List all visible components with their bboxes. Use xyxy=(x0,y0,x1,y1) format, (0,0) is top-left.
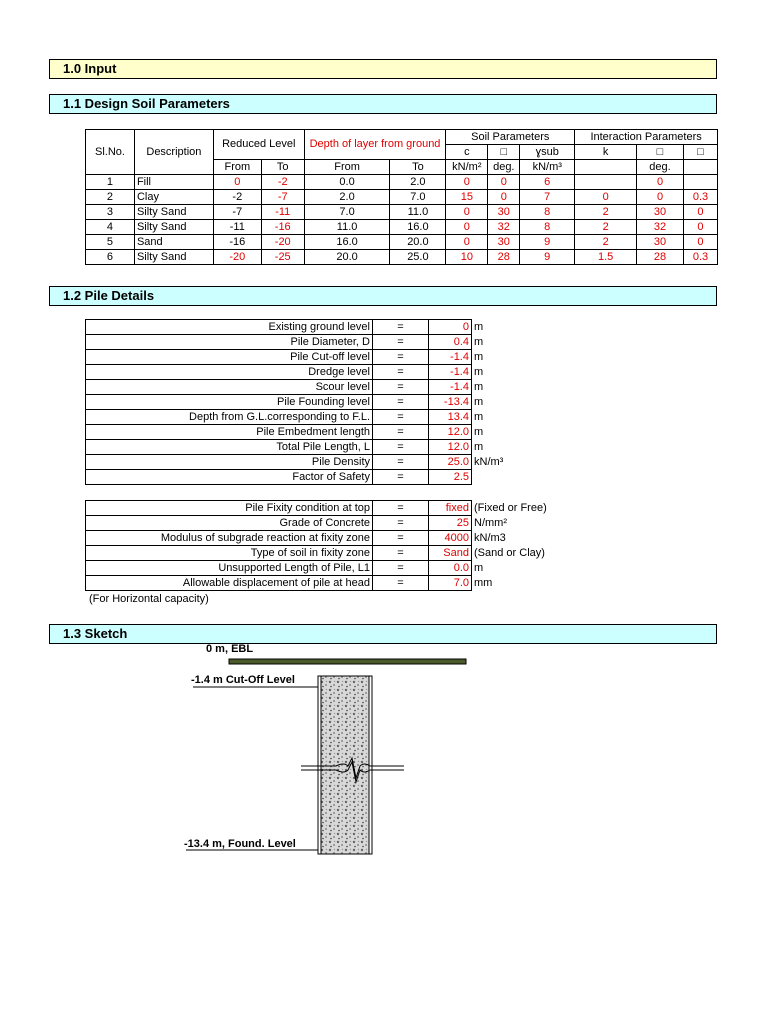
cell-gamma: 6 xyxy=(520,175,575,190)
pile-edge-left xyxy=(318,676,321,854)
cell-mu: 0 xyxy=(683,220,717,235)
pile-detail-value: 25 xyxy=(429,516,472,531)
cell-mu: 0 xyxy=(683,205,717,220)
header-rl-from: From xyxy=(213,160,261,175)
pile-detail-unit: m xyxy=(474,380,484,393)
pile-detail-equals: = xyxy=(373,561,429,576)
cell-phi: 30 xyxy=(488,235,520,250)
pile-detail-unit: m xyxy=(474,440,484,453)
pile-detail-equals: = xyxy=(373,320,429,335)
header-k: k xyxy=(575,145,637,160)
cell-slno: 1 xyxy=(86,175,135,190)
cell-c: 0 xyxy=(446,220,488,235)
pile-detail-label: Type of soil in fixity zone xyxy=(86,546,373,561)
pile-detail-label: Pile Cut-off level xyxy=(86,350,373,365)
pile-detail-label: Pile Diameter, D xyxy=(86,335,373,350)
cell-slno: 2 xyxy=(86,190,135,205)
pile-detail-value: 0.0 xyxy=(429,561,472,576)
cell-gamma: 7 xyxy=(520,190,575,205)
pile-detail-value: -13.4 xyxy=(429,395,472,410)
unit-gamma: kN/m³ xyxy=(520,160,575,175)
cell-mu: 0 xyxy=(683,235,717,250)
cell-depth-to: 7.0 xyxy=(390,190,446,205)
pile-detail-label: Existing ground level xyxy=(86,320,373,335)
cell-description: Silty Sand xyxy=(134,250,213,265)
pile-detail-equals: = xyxy=(373,425,429,440)
pile-detail-value: 0 xyxy=(429,320,472,335)
pile-detail-label: Allowable displacement of pile at head xyxy=(86,576,373,591)
pile-detail-label: Total Pile Length, L xyxy=(86,440,373,455)
header-phi: □ xyxy=(488,145,520,160)
pile-detail-value: -1.4 xyxy=(429,380,472,395)
pile-detail-unit: (Sand or Clay) xyxy=(474,546,545,559)
pile-detail-equals: = xyxy=(373,395,429,410)
header-gamma: ɣsub xyxy=(520,145,575,160)
cell-rl-to: -11 xyxy=(261,205,304,220)
ebl-label: 0 m, EBL xyxy=(206,643,254,655)
cell-phi2: 30 xyxy=(637,205,684,220)
pile-detail-equals: = xyxy=(373,350,429,365)
cell-rl-from: -11 xyxy=(213,220,261,235)
cell-phi2: 32 xyxy=(637,220,684,235)
cell-mu: 0.3 xyxy=(683,190,717,205)
pile-detail-label: Pile Density xyxy=(86,455,373,470)
pile-detail-label: Factor of Safety xyxy=(86,470,373,485)
pile-detail-label: Pile Fixity condition at top xyxy=(86,501,373,516)
pile-detail-value: 12.0 xyxy=(429,425,472,440)
cell-phi: 32 xyxy=(488,220,520,235)
cell-phi: 30 xyxy=(488,205,520,220)
pile-detail-label: Modulus of subgrade reaction at fixity zone xyxy=(86,531,373,546)
cell-description: Sand xyxy=(134,235,213,250)
cell-k: 2 xyxy=(575,205,637,220)
pile-detail-unit: N/mm² xyxy=(474,516,507,529)
pile-detail-equals: = xyxy=(373,380,429,395)
cell-rl-from: -16 xyxy=(213,235,261,250)
header-depth-from: From xyxy=(304,160,390,175)
pile-detail-unit: m xyxy=(474,395,484,408)
pile-detail-equals: = xyxy=(373,501,429,516)
header-description: Description xyxy=(134,130,213,175)
header-depth-to: To xyxy=(390,160,446,175)
pile-detail-unit: m xyxy=(474,410,484,423)
pile-detail-label: Pile Founding level xyxy=(86,395,373,410)
pile-detail-value: -1.4 xyxy=(429,350,472,365)
pile-detail-value: 13.4 xyxy=(429,410,472,425)
cell-slno: 5 xyxy=(86,235,135,250)
pile-detail-label: Unsupported Length of Pile, L1 xyxy=(86,561,373,576)
cell-depth-to: 11.0 xyxy=(390,205,446,220)
unit-c: kN/m² xyxy=(446,160,488,175)
cell-rl-to: -2 xyxy=(261,175,304,190)
header-reduced-level: Reduced Level xyxy=(213,130,304,160)
cell-depth-to: 25.0 xyxy=(390,250,446,265)
header-soil-parameters: Soil Parameters xyxy=(446,130,575,145)
pile-detail-equals: = xyxy=(373,365,429,380)
cell-rl-from: 0 xyxy=(213,175,261,190)
horizontal-capacity-note: (For Horizontal capacity) xyxy=(89,593,209,605)
cell-k: 1.5 xyxy=(575,250,637,265)
pile-detail-value: 12.0 xyxy=(429,440,472,455)
header-depth-layer: Depth of layer from ground xyxy=(304,130,446,160)
cell-phi: 0 xyxy=(488,190,520,205)
cell-rl-from: -7 xyxy=(213,205,261,220)
pile-detail-label: Depth from G.L.corresponding to F.L. xyxy=(86,410,373,425)
cell-rl-from: -2 xyxy=(213,190,261,205)
cell-depth-to: 2.0 xyxy=(390,175,446,190)
pile-detail-label: Pile Embedment length xyxy=(86,425,373,440)
cell-gamma: 8 xyxy=(520,220,575,235)
cell-slno: 4 xyxy=(86,220,135,235)
pile-detail-value: 2.5 xyxy=(429,470,472,485)
cell-k: 2 xyxy=(575,235,637,250)
cell-rl-from: -20 xyxy=(213,250,261,265)
cell-rl-to: -7 xyxy=(261,190,304,205)
header-c: c xyxy=(446,145,488,160)
cell-phi: 28 xyxy=(488,250,520,265)
found-label: -13.4 m, Found. Level xyxy=(184,838,296,850)
pile-detail-unit: kN/m3 xyxy=(474,531,506,544)
cell-phi: 0 xyxy=(488,175,520,190)
cell-mu: 0.3 xyxy=(683,250,717,265)
pile-detail-value: 25.0 xyxy=(429,455,472,470)
section-pile-header: 1.2 Pile Details xyxy=(49,286,717,306)
cutoff-label: -1.4 m Cut-Off Level xyxy=(191,674,295,686)
pile-detail-unit: m xyxy=(474,425,484,438)
cell-depth-from: 7.0 xyxy=(304,205,390,220)
cell-rl-to: -25 xyxy=(261,250,304,265)
cell-depth-from: 2.0 xyxy=(304,190,390,205)
cell-depth-to: 20.0 xyxy=(390,235,446,250)
cell-phi2: 0 xyxy=(637,175,684,190)
pile-detail-equals: = xyxy=(373,576,429,591)
pile-detail-unit: (Fixed or Free) xyxy=(474,501,547,514)
section-soil-header: 1.1 Design Soil Parameters xyxy=(49,94,717,114)
cell-rl-to: -16 xyxy=(261,220,304,235)
pile-detail-equals: = xyxy=(373,516,429,531)
pile-detail-unit: m xyxy=(474,335,484,348)
cell-depth-from: 11.0 xyxy=(304,220,390,235)
cell-depth-to: 16.0 xyxy=(390,220,446,235)
header-phi2: □ xyxy=(637,145,684,160)
pile-detail-unit: m xyxy=(474,350,484,363)
cell-gamma: 9 xyxy=(520,250,575,265)
pile-detail-value: 7.0 xyxy=(429,576,472,591)
cell-phi2: 28 xyxy=(637,250,684,265)
cell-k: 0 xyxy=(575,190,637,205)
cell-description: Silty Sand xyxy=(134,205,213,220)
pile-detail-equals: = xyxy=(373,470,429,485)
cell-c: 0 xyxy=(446,205,488,220)
cell-description: Silty Sand xyxy=(134,220,213,235)
unit-phi: deg. xyxy=(488,160,520,175)
pile-detail-label: Scour level xyxy=(86,380,373,395)
pile-detail-value: -1.4 xyxy=(429,365,472,380)
pile-detail-equals: = xyxy=(373,335,429,350)
pile-detail-unit: m xyxy=(474,365,484,378)
pile-detail-value: fixed xyxy=(429,501,472,516)
cell-c: 0 xyxy=(446,175,488,190)
pile-detail-equals: = xyxy=(373,531,429,546)
cell-c: 15 xyxy=(446,190,488,205)
pile-detail-equals: = xyxy=(373,440,429,455)
pile-detail-unit: mm xyxy=(474,576,493,589)
cell-c: 0 xyxy=(446,235,488,250)
section-sketch-header: 1.3 Sketch xyxy=(49,624,717,644)
cell-phi2: 0 xyxy=(637,190,684,205)
ground-line xyxy=(229,659,466,664)
pile-detail-equals: = xyxy=(373,546,429,561)
pile-detail-value: 4000 xyxy=(429,531,472,546)
unit-phi2: deg. xyxy=(637,160,684,175)
cell-description: Clay xyxy=(134,190,213,205)
header-rl-to: To xyxy=(261,160,304,175)
pile-detail-unit: m xyxy=(474,561,484,574)
pile-detail-unit: m xyxy=(474,320,484,333)
pile-edge-right xyxy=(369,676,372,854)
pile-detail-equals: = xyxy=(373,455,429,470)
header-slno: Sl.No. xyxy=(86,130,135,175)
header-interaction-parameters: Interaction Parameters xyxy=(575,130,718,145)
cell-rl-to: -20 xyxy=(261,235,304,250)
section-input-header: 1.0 Input xyxy=(49,59,717,79)
cell-slno: 6 xyxy=(86,250,135,265)
cell-c: 10 xyxy=(446,250,488,265)
cell-depth-from: 0.0 xyxy=(304,175,390,190)
pile-detail-label: Grade of Concrete xyxy=(86,516,373,531)
pile-detail-label: Dredge level xyxy=(86,365,373,380)
pile-detail-equals: = xyxy=(373,410,429,425)
cell-gamma: 8 xyxy=(520,205,575,220)
header-mu: □ xyxy=(683,145,717,160)
pile-detail-unit: kN/m³ xyxy=(474,455,504,468)
cell-slno: 3 xyxy=(86,205,135,220)
cell-description: Fill xyxy=(134,175,213,190)
pile-detail-value: 0.4 xyxy=(429,335,472,350)
cell-gamma: 9 xyxy=(520,235,575,250)
pile-detail-value: Sand xyxy=(429,546,472,561)
cell-k: 2 xyxy=(575,220,637,235)
cell-depth-from: 16.0 xyxy=(304,235,390,250)
cell-depth-from: 20.0 xyxy=(304,250,390,265)
cell-phi2: 30 xyxy=(637,235,684,250)
